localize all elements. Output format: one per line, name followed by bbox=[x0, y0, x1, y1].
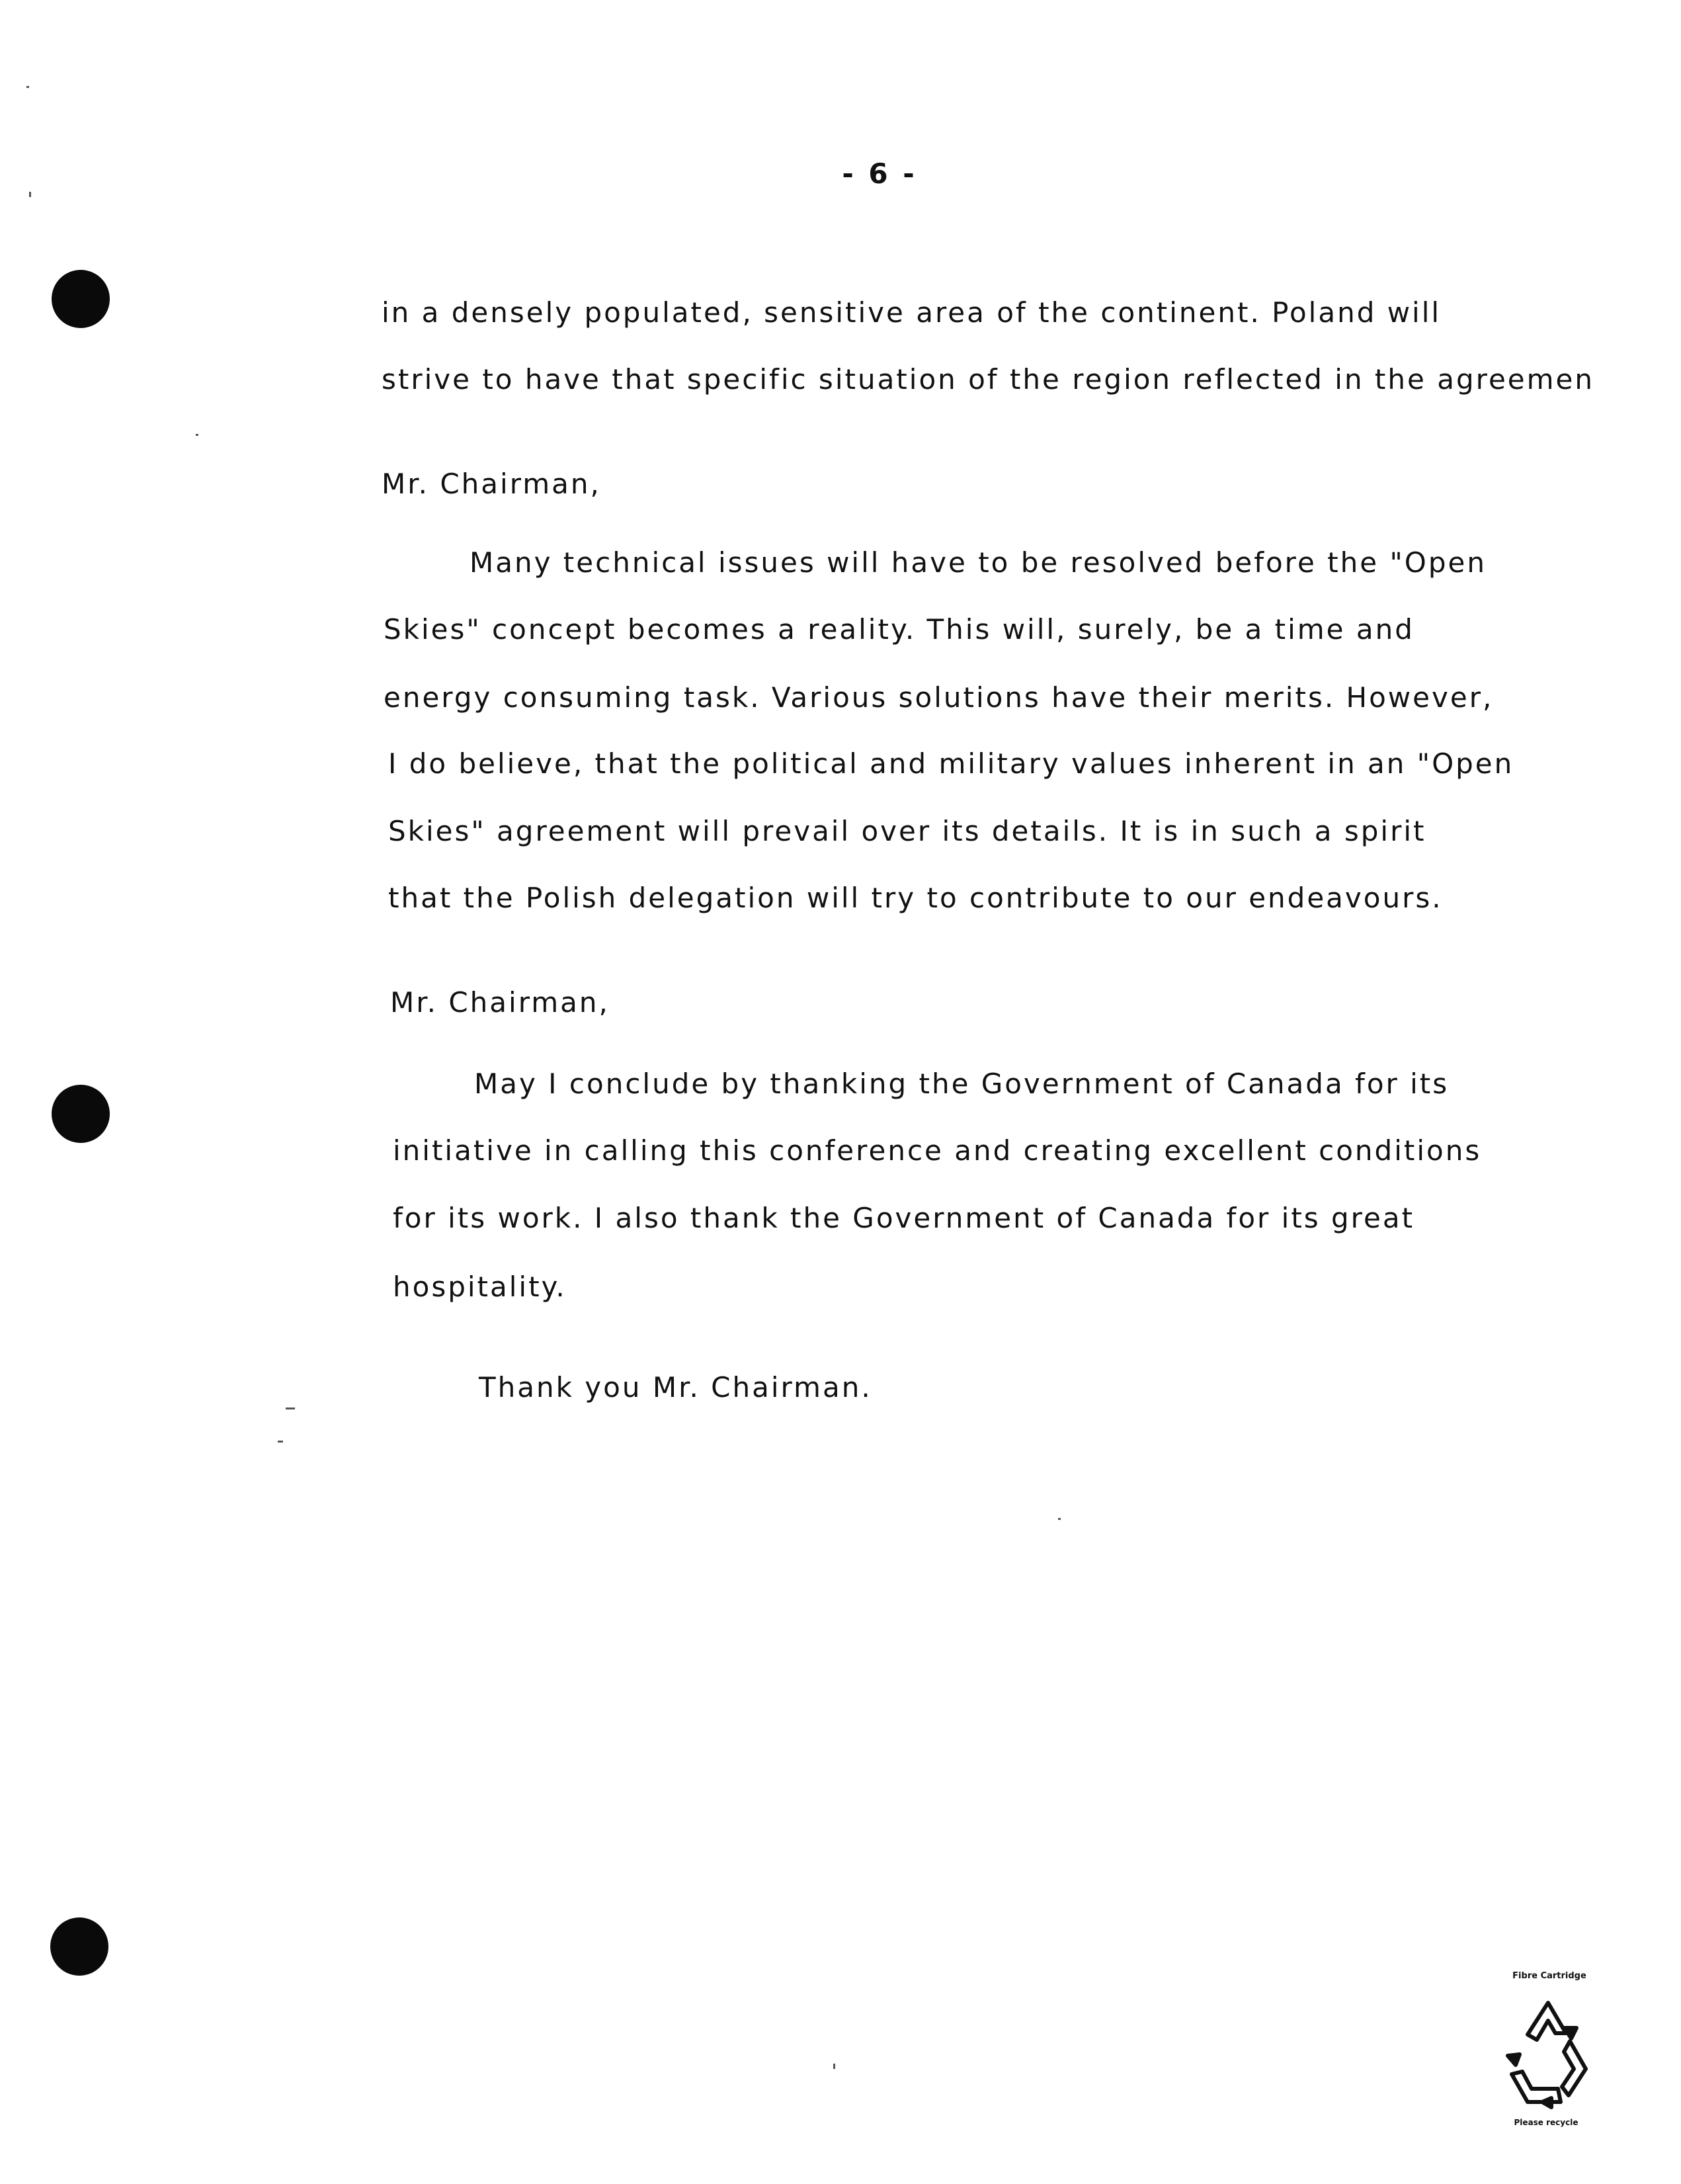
scan-speck bbox=[278, 1441, 283, 1443]
salutation: Mr. Chairman, bbox=[382, 468, 601, 500]
text-line: May I conclude by thanking the Government of Canada for its bbox=[474, 1068, 1450, 1100]
text-line: Many technical issues will have to be resolved before the "Open bbox=[470, 546, 1487, 579]
recycle-top-text: Fibre Cartridge bbox=[1512, 1971, 1586, 1981]
punch-hole-bottom bbox=[50, 1917, 108, 1976]
text-line: initiative in calling this conference and creating excellent conditions bbox=[393, 1134, 1482, 1167]
scan-speck bbox=[26, 86, 29, 88]
scan-speck bbox=[833, 2064, 835, 2069]
recycle-logo bbox=[1493, 1971, 1599, 2143]
scan-speck bbox=[1058, 1518, 1061, 1520]
text-line: I do believe, that the political and military values inherent in an "Open bbox=[388, 747, 1514, 780]
page-number: - 6 - bbox=[842, 157, 917, 190]
text-line: Skies" concept becomes a reality. This will, surely, be a time and bbox=[384, 613, 1414, 646]
punch-hole-top bbox=[52, 270, 110, 328]
salutation: Mr. Chairman, bbox=[390, 986, 610, 1019]
recycle-icon bbox=[1498, 1990, 1598, 2115]
text-line: Skies" agreement will prevail over its details. It is in such a spirit bbox=[388, 815, 1426, 847]
text-line: in a densely populated, sensitive area of the continent. Poland will bbox=[382, 296, 1442, 329]
text-line: that the Polish delegation will try to contribute to our endeavours. bbox=[388, 882, 1443, 914]
text-line: hospitality. bbox=[393, 1271, 567, 1303]
scan-speck bbox=[196, 434, 198, 436]
text-line: strive to have that specific situation of the region reflected in the agreemen bbox=[382, 363, 1594, 396]
recycle-bottom-text: Please recycle bbox=[1514, 2118, 1578, 2127]
text-line: energy consuming task. Various solutions have their merits. However, bbox=[384, 681, 1494, 714]
text-line: for its work. I also thank the Government of Canada for its great bbox=[393, 1202, 1415, 1234]
scan-speck bbox=[29, 192, 31, 197]
closing-line: Thank you Mr. Chairman. bbox=[479, 1371, 872, 1404]
punch-hole-middle bbox=[52, 1085, 110, 1143]
scan-speck bbox=[286, 1407, 295, 1409]
